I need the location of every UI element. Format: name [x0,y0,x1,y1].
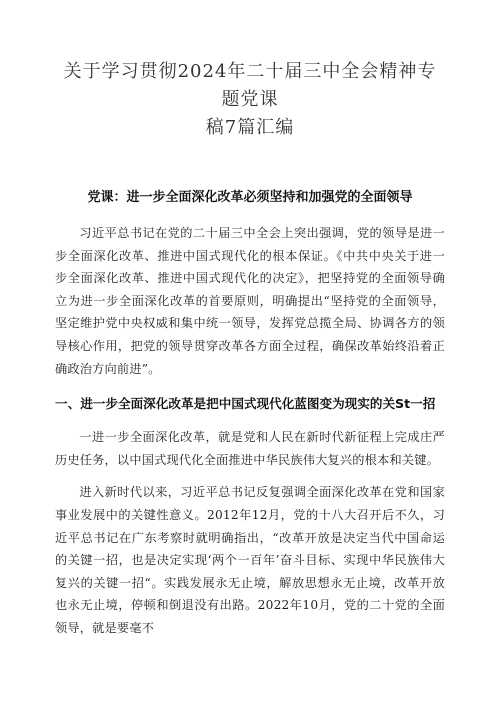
document-title [55,58,445,142]
paragraph-section-1-b: 进入新时代以来，习近平总书记反复强调全面深化改革在党和国家事业发展中的关键性意义。2012年12月，党的十八大召开后不久，习近平总书记在广东考察时就明确指出，“改革开放是决定当代中国命运的关键一招，也是决定实现‘两个一百年’奋斗目标、实现中华民族伟大复兴的关键一招“。实践发展永无止境，解放思想永无止境，改革开放也永无止境，停顿和倒退没有出路。2022年10月，党的二十党的全面领导，就是要毫不 [55,485,445,635]
paragraph-section-1-a: 一进一步全面深化改革，就是党和人民在新时代新征程上完成庄严历史任务，以中国式现代化全面推进中华民族伟大复兴的根本和关键。 [55,430,445,467]
document-title-line-2: 稿7篇汇编 [205,117,295,138]
document-title-line-1: 关于学习贯彻2024年二十届三中全会精神专题党课 [63,61,437,110]
paragraph-intro: 习近平总书记在党的二十届三中全会上突出强调，党的领导是进一步全面深化改革、推进中国式现代化的根本保证。《中共中央关于进一步全面深化改革、推进中国式现代化的决定》，把坚持党的全面领导确立为进一步全面深化改革的首要原则，明确提出“坚持党的全面领导，坚定维护党中央权威和集中统一领导，发挥党总揽全局、协调各方的领导核心作用，把党的领导贯穿改革各方面全过程，确保改革始终沿着正确政治方向前进”。 [55,226,445,376]
lesson-heading: 党课：进一步全面深化改革必须坚持和加强党的全面领导 [87,190,413,205]
section-1-heading: 一、进一步全面深化改革是把中国式现代化蓝图变为现实的关St一招 [55,396,436,412]
